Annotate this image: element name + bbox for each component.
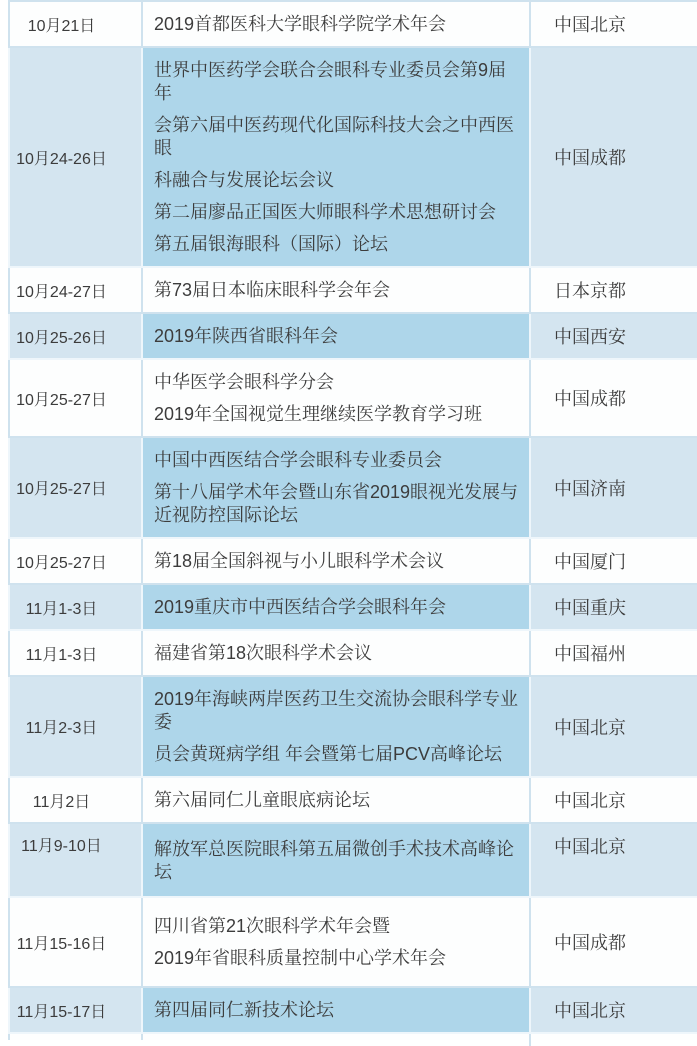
event-cell xyxy=(143,988,531,1034)
event-line: 第二届廖品正国医大师眼科学术思想研讨会 xyxy=(154,201,496,222)
event-cell xyxy=(143,631,531,677)
location-cell: 中国北京 xyxy=(531,2,697,48)
location-cell: 中国北京 xyxy=(531,988,697,1034)
event-cell xyxy=(143,778,531,824)
event-cell xyxy=(143,268,531,314)
event-line: 第18届全国斜视与小儿眼科学术会议 xyxy=(154,550,445,571)
date-cell: 11月15-16日 xyxy=(8,898,143,988)
conference-schedule-table xyxy=(8,0,697,1040)
table-row xyxy=(8,438,697,539)
event-line: 福建省第18次眼科学术会议 xyxy=(154,642,373,663)
table-row xyxy=(8,585,697,631)
location-cell: 中国福州 xyxy=(531,631,697,677)
table-row xyxy=(8,360,697,438)
event-line: 第十八届学术年会暨山东省2019眼视光发展与近视防控国际论坛 xyxy=(154,481,519,525)
event-line: 中国中西医结合学会眼科专业委员会 xyxy=(154,449,442,470)
table-row xyxy=(8,268,697,314)
date-cell: 11月2-3日 xyxy=(8,677,143,778)
event-line: 2019年海峡两岸医药卫生交流协会眼科学专业委 xyxy=(154,688,519,732)
table-row xyxy=(8,677,697,778)
location-cell: 中国厦门 xyxy=(531,539,697,585)
event-line: 2019年省眼科质量控制中心学术年会 xyxy=(154,947,447,968)
location-cell: 日本京都 xyxy=(531,268,697,314)
date-cell: 10月24-26日 xyxy=(8,48,143,268)
event-line: 世界中医药学会联合会眼科专业委员会第9届年 xyxy=(154,59,507,103)
empty-cell xyxy=(531,1034,697,1040)
date-cell: 10月25-27日 xyxy=(8,539,143,585)
event-cell xyxy=(143,438,531,539)
empty-cell xyxy=(8,1034,143,1040)
table-row xyxy=(8,631,697,677)
table-row xyxy=(8,2,697,48)
event-line: 2019首都医科大学眼科学院学术年会 xyxy=(154,13,447,34)
date-cell: 11月1-3日 xyxy=(8,585,143,631)
location-cell: 中国重庆 xyxy=(531,585,697,631)
event-line: 员会黄斑病学组 年会暨第七届PCV高峰论坛 xyxy=(154,743,503,764)
event-line: 解放军总医院眼科第五届微创手术技术高峰论坛 xyxy=(154,838,514,882)
location-cell: 中国西安 xyxy=(531,314,697,360)
event-line: 会第六届中医药现代化国际科技大会之中西医眼 xyxy=(154,114,514,158)
table-row xyxy=(8,898,697,988)
location-cell: 中国北京 xyxy=(531,677,697,778)
event-line: 科融合与发展论坛会议 xyxy=(154,169,334,190)
date-cell: 11月2日 xyxy=(8,778,143,824)
event-cell xyxy=(143,898,531,988)
event-line: 第六届同仁儿童眼底病论坛 xyxy=(154,789,370,810)
date-cell: 10月25-27日 xyxy=(8,438,143,539)
empty-cell xyxy=(143,1034,531,1046)
event-cell xyxy=(143,824,531,898)
event-line: 第73届日本临床眼科学会年会 xyxy=(154,279,391,300)
event-cell xyxy=(143,314,531,360)
event-line: 第五届银海眼科（国际）论坛 xyxy=(154,233,388,254)
table-row xyxy=(8,314,697,360)
date-cell: 10月24-27日 xyxy=(8,268,143,314)
event-cell xyxy=(143,48,531,268)
table-row xyxy=(8,48,697,268)
event-line: 2019年全国视觉生理继续医学教育学习班 xyxy=(154,403,483,424)
location-cell: 中国成都 xyxy=(531,898,697,988)
event-line: 中华医学会眼科学分会 xyxy=(154,371,334,392)
table-row xyxy=(8,988,697,1034)
event-cell xyxy=(143,539,531,585)
date-cell: 10月21日 xyxy=(8,2,143,48)
location-cell: 中国济南 xyxy=(531,438,697,539)
table-row-partial xyxy=(8,1034,697,1040)
date-cell: 11月1-3日 xyxy=(8,631,143,677)
location-cell: 中国成都 xyxy=(531,48,697,268)
table-row xyxy=(8,778,697,824)
location-cell: 中国北京 xyxy=(531,778,697,824)
table-row xyxy=(8,824,697,898)
date-cell: 11月15-17日 xyxy=(8,988,143,1034)
event-line: 四川省第21次眼科学术年会暨 xyxy=(154,915,391,936)
date-cell: 10月25-27日 xyxy=(8,360,143,438)
event-line: 第四届同仁新技术论坛 xyxy=(154,999,334,1020)
event-cell xyxy=(143,677,531,778)
table-row xyxy=(8,539,697,585)
date-cell: 10月25-26日 xyxy=(8,314,143,360)
event-cell xyxy=(143,2,531,48)
event-cell xyxy=(143,360,531,438)
event-line: 2019重庆市中西医结合学会眼科年会 xyxy=(154,596,447,617)
event-line: 2019年陕西省眼科年会 xyxy=(154,325,339,346)
location-cell: 中国成都 xyxy=(531,360,697,438)
date-cell: 11月9-10日 xyxy=(8,824,143,898)
location-cell: 中国北京 xyxy=(531,824,697,898)
event-cell xyxy=(143,585,531,631)
